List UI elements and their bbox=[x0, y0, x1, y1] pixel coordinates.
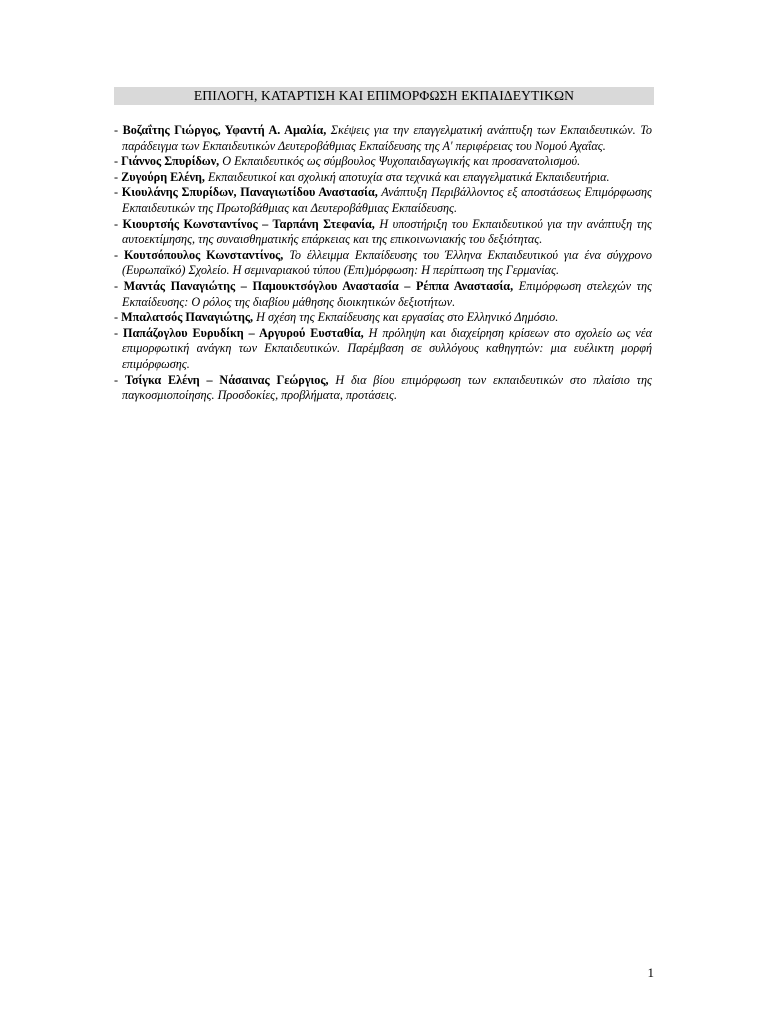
page-number: 1 bbox=[647, 965, 654, 980]
entry-authors: Κιουρτσής Κωνσταντίνος – Ταρπάνη Στεφανία, bbox=[122, 216, 375, 231]
entry-title: Η υποστήριξη του Εκπαιδευτικού για την ανάπτυξη της αυτοεκτίμησης, της συναισθηματικής επάρκειας και της επικοινωνιακής του δεξιότητας. bbox=[122, 216, 653, 247]
entry-dash: - bbox=[114, 169, 122, 184]
entry-authors: Παπάζογλου Ευρυδίκη – Αργυρού Ευσταθία, bbox=[123, 325, 364, 340]
entry-title: Η σχέση της Εκπαίδευσης και εργασίας στο Ελληνικό Δημόσιο. bbox=[253, 310, 559, 325]
entry-title: Σκέψεις για την επαγγελματική ανάπτυξη των Εκπαιδευτικών. Το παράδειγμα των Εκπαιδευτικών Δευτεροβάθμιας Εκπαίδευσης της Α' περιφέρειας του Νομού Αχαΐας. bbox=[122, 123, 652, 153]
entry-dash: - bbox=[114, 310, 122, 325]
entry-authors: Κιουλάνης Σπυρίδων, Παναγιωτίδου Αναστασία, bbox=[121, 185, 378, 200]
list-item bbox=[114, 279, 652, 310]
list-item bbox=[114, 123, 652, 154]
entry-authors: Βοζαΐτης Γιώργος, Υφαντή Α. Αμαλία, bbox=[122, 123, 327, 137]
list-item bbox=[114, 170, 652, 186]
entry-dash: - bbox=[114, 185, 122, 200]
entry-authors: Μαντάς Παναγιώτης – Παμουκτσόγλου Αναστασία – Ρέππα Αναστασία, bbox=[123, 278, 514, 293]
list-item bbox=[114, 310, 652, 326]
entry-title: Η δια βίου επιμόρφωση των εκπαιδευτικών στο πλαίσιο της παγκοσμιοποίησης. Προσδοκίες, προβλήματα, προτάσεις. bbox=[122, 372, 652, 403]
entry-title: Το έλλειμμα Εκπαίδευσης του Έλληνα Εκπαιδευτικού για ένα σύγχρονο (Ευρωπαϊκό) Σχολείο. Η σεμιναριακού τύπου (Επι)μόρφωση: Η περίπτωση της Γερμανίας. bbox=[122, 247, 653, 278]
entry-title: Η πρόληψη και διαχείρηση κρίσεων στο σχολείο ως νέα επιμορφωτική ανάγκη των Εκπαιδευτικών. Παρέμβαση σε συλλόγους καθηγητών: μια ευέλικτη μορφή επιμόρφωσης. bbox=[122, 325, 652, 371]
list-item bbox=[114, 185, 652, 216]
entry-dash: - bbox=[114, 247, 124, 262]
list-item bbox=[114, 217, 652, 248]
entry-title: Ανάπτυξη Περιβάλλοντος εξ αποστάσεως Επιμόρφωσης Εκπαιδευτικών της Πρωτοβάθμιας και Δευτεροβάθμιας Εκπαίδευσης. bbox=[122, 185, 652, 215]
entry-dash: - bbox=[114, 278, 124, 293]
entry-dash: - bbox=[114, 154, 122, 169]
entry-authors: Κουτσόπουλος Κωνσταντίνος, bbox=[123, 247, 284, 262]
section-heading: ΕΠΙΛΟΓΗ, ΚΑΤΑΡΤΙΣΗ ΚΑΙ ΕΠΙΜΟΡΦΩΣΗ ΕΚΠΑΙΔΕΥΤΙΚΩΝ bbox=[114, 87, 654, 105]
list-item bbox=[114, 326, 652, 373]
entry-dash: - bbox=[114, 216, 123, 231]
entry-dash: - bbox=[114, 372, 125, 387]
entry-authors: Τσίγκα Ελένη – Νάσαινας Γεώργιος, bbox=[124, 372, 329, 387]
entry-title: Εκπαιδευτικοί και σχολική αποτυχία στα τεχνικά και επαγγελματικά Εκπαιδευτήρια. bbox=[204, 169, 610, 184]
entry-title: Επιμόρφωση στελεχών της Εκπαίδευσης: Ο ρόλος της διαβίου μάθησης διοικητικών δεξιοτήτων. bbox=[122, 278, 653, 309]
entry-dash: - bbox=[114, 325, 124, 340]
entry-authors: Ζυγούρη Ελένη, bbox=[121, 169, 205, 184]
entry-authors: Γιάννος Σπυρίδων, bbox=[121, 154, 220, 169]
bibliography-list bbox=[114, 123, 652, 404]
list-item bbox=[114, 248, 652, 279]
entry-dash: - bbox=[114, 123, 123, 137]
entry-title: Ο Εκπαιδευτικός ως σύμβουλος Ψυχοπαιδαγωγικής και προσανατολισμού. bbox=[219, 154, 581, 169]
list-item bbox=[114, 154, 652, 170]
entry-authors: Μπαλατσός Παναγιώτης, bbox=[121, 310, 254, 325]
list-item bbox=[114, 373, 652, 404]
